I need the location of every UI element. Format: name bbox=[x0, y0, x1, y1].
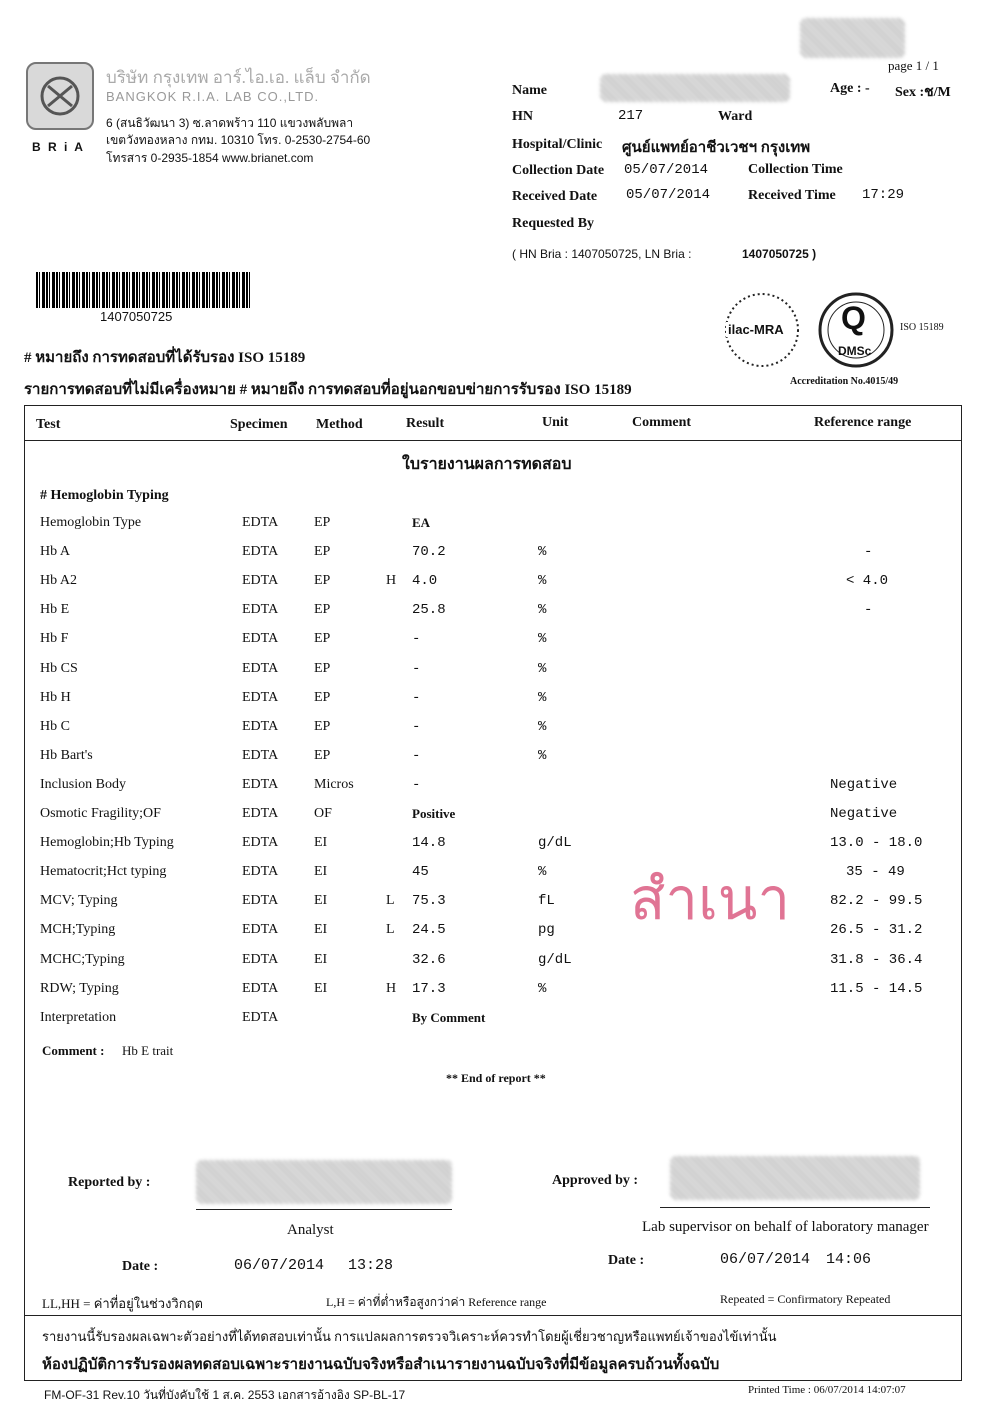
collection-date: 05/07/2014 bbox=[624, 162, 709, 178]
printed-time: Printed Time : 06/07/2014 14:07:07 bbox=[748, 1384, 906, 1396]
redacted-reporter-signature bbox=[196, 1160, 452, 1204]
cell-ref: 11.5 - 14.5 bbox=[830, 980, 923, 997]
cell-method: EP bbox=[314, 747, 331, 763]
ilac-mra-text: ilac-MRA bbox=[728, 322, 784, 337]
cell-specimen: EDTA bbox=[242, 893, 279, 909]
cell-unit: % bbox=[538, 980, 547, 997]
page-number: page 1 / 1 bbox=[888, 58, 939, 73]
legend-low-high: L,H = ค่าที่ต่ำหรือสูงกว่าค่า Reference range bbox=[326, 1295, 547, 1309]
address-line-1: 6 (สนธิวัฒนา 3) ซ.ลาดพร้าว 110 แขวงพลับพลา bbox=[106, 116, 354, 130]
cell-flag: H bbox=[386, 980, 397, 996]
cell-ref: 26.5 - 31.2 bbox=[830, 922, 923, 939]
cell-specimen: EDTA bbox=[242, 835, 279, 851]
cell-method: Micros bbox=[314, 776, 354, 792]
cell-unit: % bbox=[538, 718, 547, 735]
company-name-en: BANGKOK R.I.A. LAB CO.,LTD. bbox=[106, 89, 320, 104]
table-frame-right bbox=[961, 440, 962, 1315]
cell-unit: % bbox=[538, 631, 547, 648]
cell-specimen: EDTA bbox=[242, 1009, 279, 1025]
cell-unit: pg bbox=[538, 922, 555, 939]
cell-ref: < 4.0 bbox=[846, 573, 889, 590]
cell-test: Hb C bbox=[40, 718, 70, 734]
cell-ref: - bbox=[864, 544, 873, 561]
approved-by-label: Approved by : bbox=[552, 1173, 639, 1188]
end-of-report: ** End of report ** bbox=[446, 1071, 546, 1085]
cell-method: EI bbox=[314, 951, 328, 967]
cell-unit: % bbox=[538, 689, 547, 706]
header-reference-range: Reference range bbox=[814, 415, 912, 430]
cell-test: MCH;Typing bbox=[40, 922, 116, 938]
address-line-2: เขตวังทองหลาง กทม. 10310 โทร. 0-2530-2754-60 bbox=[106, 133, 371, 147]
barcode bbox=[36, 272, 252, 308]
cell-result: 14.8 bbox=[412, 835, 446, 852]
hn-label: HN bbox=[512, 109, 533, 124]
cell-ref: 31.8 - 36.4 bbox=[830, 951, 923, 968]
received-date-label: Received Date bbox=[512, 189, 598, 204]
cell-test: Hb CS bbox=[40, 660, 78, 676]
cell-test: Hb Bart's bbox=[40, 747, 93, 763]
cell-specimen: EDTA bbox=[242, 718, 279, 734]
cell-test: Hb H bbox=[40, 689, 71, 705]
cell-specimen: EDTA bbox=[242, 922, 279, 938]
cell-method: EI bbox=[314, 864, 328, 880]
cell-specimen: EDTA bbox=[242, 747, 279, 763]
cell-result: By Comment bbox=[412, 1009, 486, 1025]
received-date: 05/07/2014 bbox=[626, 187, 711, 203]
cell-specimen: EDTA bbox=[242, 951, 279, 967]
cell-ref: - bbox=[864, 602, 873, 619]
cell-test: Hb F bbox=[40, 631, 69, 647]
cell-result: - bbox=[412, 689, 421, 706]
cell-unit: % bbox=[538, 747, 547, 764]
comment-label: Comment : bbox=[42, 1043, 105, 1058]
cell-specimen: EDTA bbox=[242, 515, 279, 530]
cell-test: Osmotic Fragility;OF bbox=[40, 806, 161, 821]
cell-method: EI bbox=[314, 893, 328, 909]
barcode-number: 1407050725 bbox=[100, 309, 173, 324]
cell-test: Interpretation bbox=[40, 1009, 117, 1025]
cell-result: EA bbox=[412, 515, 431, 530]
cell-ref: 82.2 - 99.5 bbox=[830, 893, 923, 910]
cell-method: EI bbox=[314, 835, 328, 851]
header-comment: Comment bbox=[632, 415, 692, 430]
name-label: Name bbox=[512, 83, 547, 98]
cell-result: 25.8 bbox=[412, 602, 446, 619]
cell-specimen: EDTA bbox=[242, 776, 279, 792]
cell-test: Hb A2 bbox=[40, 573, 77, 589]
redacted-patient-name bbox=[600, 74, 790, 102]
section-title: # Hemoglobin Typing bbox=[40, 488, 169, 503]
note-non-iso: รายการทดสอบที่ไม่มีเครื่องหมาย # หมายถึง การทดสอบที่อยู่นอกขอบข่ายการรับรอง ISO 15189 bbox=[24, 382, 632, 398]
cell-specimen: EDTA bbox=[242, 660, 279, 676]
cell-result: 45 bbox=[412, 864, 429, 881]
cell-unit: g/dL bbox=[538, 951, 572, 968]
cell-specimen: EDTA bbox=[242, 631, 279, 647]
approved-time: 14:06 bbox=[826, 1251, 872, 1268]
header-test: Test bbox=[36, 417, 61, 432]
legend-critical: LL,HH = ค่าที่อยู่ในช่วงวิกฤต bbox=[42, 1296, 203, 1311]
cell-specimen: EDTA bbox=[242, 864, 279, 880]
cell-unit: % bbox=[538, 544, 547, 561]
approved-date-label: Date : bbox=[608, 1253, 645, 1268]
cell-specimen: EDTA bbox=[242, 689, 279, 705]
reported-date: 06/07/2014 bbox=[234, 1257, 325, 1274]
report-title: ใบรายงานผลการทดสอบ bbox=[402, 456, 572, 473]
header-result: Result bbox=[406, 416, 445, 431]
analyst-label: Analyst bbox=[287, 1222, 334, 1238]
cell-result: 75.3 bbox=[412, 893, 446, 910]
hn-bria: ( HN Bria : 1407050725, LN Bria : bbox=[512, 247, 692, 261]
reported-date-label: Date : bbox=[122, 1259, 159, 1274]
header-method: Method bbox=[316, 417, 363, 432]
hospital-label: Hospital/Clinic bbox=[512, 137, 603, 152]
q-letter: Q bbox=[841, 300, 866, 336]
cell-ref: 13.0 - 18.0 bbox=[830, 835, 923, 852]
cell-result: 32.6 bbox=[412, 951, 446, 968]
logo-text: B R i A bbox=[32, 140, 85, 154]
cell-specimen: EDTA bbox=[242, 806, 279, 821]
note-iso: # หมายถึง การทดสอบที่ได้รับรอง ISO 15189 bbox=[24, 350, 306, 366]
cell-result: 24.5 bbox=[412, 922, 446, 939]
cell-specimen: EDTA bbox=[242, 544, 279, 560]
cell-method: EP bbox=[314, 602, 331, 618]
cell-test: RDW; Typing bbox=[40, 980, 119, 996]
cell-specimen: EDTA bbox=[242, 980, 279, 996]
header-unit: Unit bbox=[542, 415, 569, 430]
copy-stamp: สำเนา bbox=[630, 865, 791, 933]
cell-test: Inclusion Body bbox=[40, 776, 126, 792]
ln-bria: 1407050725 ) bbox=[742, 247, 817, 261]
cell-unit: % bbox=[538, 660, 547, 677]
reported-by-label: Reported by : bbox=[68, 1175, 151, 1190]
cell-ref: 35 - 49 bbox=[846, 864, 905, 881]
accreditation-number: Accreditation No.4015/49 bbox=[790, 376, 899, 387]
cell-flag: L bbox=[386, 893, 395, 909]
hn-value: 217 bbox=[618, 108, 644, 124]
cell-test: Hemoglobin;Hb Typing bbox=[40, 835, 174, 851]
cell-test: MCHC;Typing bbox=[40, 951, 125, 967]
comment-value: Hb E trait bbox=[122, 1043, 174, 1058]
cell-method: EP bbox=[314, 631, 331, 647]
address-line-3: โทรสาร 0-2935-1854 www.brianet.com bbox=[106, 151, 314, 165]
redacted-stamp-top bbox=[800, 18, 905, 58]
ward-label: Ward bbox=[718, 109, 753, 124]
iso-text: ISO 15189 bbox=[900, 322, 944, 333]
legend-repeated: Repeated = Confirmatory Repeated bbox=[720, 1292, 891, 1306]
cell-unit: % bbox=[538, 573, 547, 590]
cell-result: Positive bbox=[412, 806, 456, 821]
cell-unit: g/dL bbox=[538, 835, 572, 852]
cell-flag: H bbox=[386, 573, 397, 589]
cell-method: EP bbox=[314, 573, 331, 589]
requested-by-label: Requested By bbox=[512, 216, 595, 231]
cell-unit: fL bbox=[538, 893, 555, 910]
cell-unit: % bbox=[538, 864, 547, 881]
cell-method: EI bbox=[314, 922, 328, 938]
cell-method: EP bbox=[314, 689, 331, 705]
approved-date: 06/07/2014 bbox=[720, 1251, 811, 1268]
received-time: 17:29 bbox=[862, 187, 905, 203]
cell-unit: % bbox=[538, 602, 547, 619]
cell-result: - bbox=[412, 747, 421, 764]
cell-result: - bbox=[412, 718, 421, 735]
cell-test: Hematocrit;Hct typing bbox=[40, 864, 167, 880]
received-time-label: Received Time bbox=[748, 188, 836, 203]
cell-method: EI bbox=[314, 980, 328, 996]
footer-form-id: FM-OF-31 Rev.10 วันที่บังคับใช้ 1 ส.ค. 2553 เอกสารอ้างอิง SP-BL-17 bbox=[44, 1388, 406, 1402]
cell-ref: Negative bbox=[830, 806, 898, 822]
cell-result: 70.2 bbox=[412, 544, 446, 561]
collection-date-label: Collection Date bbox=[512, 163, 605, 178]
dmsc-text: DMSc bbox=[838, 344, 872, 358]
cell-flag: L bbox=[386, 922, 395, 938]
cell-result: - bbox=[412, 631, 421, 648]
footer-disclaimer: รายงานนี้รับรองผลเฉพาะตัวอย่างที่ได้ทดสอบเท่านั้น การแปลผลการตรวจวิเคราะห์ควรทำโดยผู้เชี่ยวชาญหรือแพทย์เจ้าของไข้เท่านั้น bbox=[42, 1329, 777, 1344]
cell-specimen: EDTA bbox=[242, 602, 279, 618]
hospital-value: ศูนย์แพทย์อาชีวเวชฯ กรุงเทพ bbox=[622, 140, 811, 156]
cell-test: Hb E bbox=[40, 602, 70, 618]
cell-method: EP bbox=[314, 544, 331, 560]
cell-ref: Negative bbox=[830, 776, 898, 793]
header-specimen: Specimen bbox=[230, 417, 288, 432]
cell-result: 4.0 bbox=[412, 573, 438, 590]
cell-test: Hb A bbox=[40, 544, 70, 560]
supervisor-label: Lab supervisor on behalf of laboratory manager bbox=[642, 1219, 929, 1235]
cell-method: EP bbox=[314, 660, 331, 676]
collection-time-label: Collection Time bbox=[748, 162, 843, 177]
company-logo bbox=[26, 62, 94, 130]
age-label: Age : - bbox=[830, 81, 870, 96]
cell-method: EP bbox=[314, 515, 331, 530]
reported-time: 13:28 bbox=[348, 1257, 394, 1274]
cell-test: MCV; Typing bbox=[40, 893, 118, 909]
cell-method: OF bbox=[314, 806, 332, 821]
footer-certification: ห้องปฏิบัติการรับรองผลทดสอบเฉพาะรายงานฉบับจริงหรือสำเนารายงานฉบับจริงที่มีข้อมูลครบถ้วนทั้งฉบับ bbox=[42, 1357, 720, 1373]
company-name-thai: บริษัท กรุงเทพ อาร์.ไอ.เอ. แล็บ จำกัด bbox=[106, 68, 371, 87]
cell-result: 17.3 bbox=[412, 980, 446, 997]
redacted-approver-signature bbox=[670, 1156, 920, 1200]
cell-method: EP bbox=[314, 718, 331, 734]
cell-result: - bbox=[412, 660, 421, 677]
cell-test: Hemoglobin Type bbox=[40, 515, 142, 530]
table-frame-left bbox=[24, 440, 25, 1315]
cell-specimen: EDTA bbox=[242, 573, 279, 589]
cell-result: - bbox=[412, 776, 421, 793]
sex-label: Sex :ช/M bbox=[895, 85, 951, 100]
